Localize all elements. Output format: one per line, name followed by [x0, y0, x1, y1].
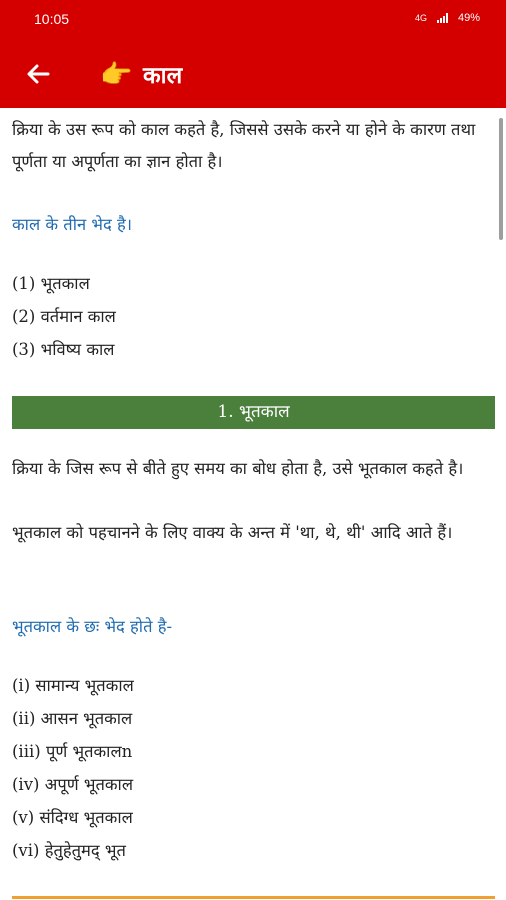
status-icons	[415, 12, 480, 24]
signal-icon	[437, 13, 448, 23]
intro-definition: क्रिया के उस रूप को काल कहते है, जिससे उसके करने या होने के कारण तथा पूर्णता या अपूर्णता का ज्ञान होता है।	[12, 120, 476, 171]
pointing-hand-icon: 👉	[100, 59, 133, 89]
subtypes-heading: भूतकाल के छः भेद होते है-	[12, 617, 173, 636]
scrollbar[interactable]	[499, 118, 503, 240]
section-header: 1. भूतकाल	[12, 396, 495, 429]
list-item: (iii) पूर्ण भूतकालn	[12, 742, 133, 761]
network-icon: 4G	[414, 13, 427, 23]
list-item: (iv) अपूर्ण भूतकाल	[12, 775, 134, 794]
battery-level: 49%	[457, 12, 480, 24]
list-item: (2) वर्तमान काल	[12, 307, 116, 326]
back-button[interactable]	[22, 58, 54, 90]
list-item: (v) संदिग्ध भूतकाल	[12, 808, 133, 827]
list-item: (1) भूतकाल	[12, 274, 90, 293]
list-item: (vi) हेतुहेतुमद् भूत	[12, 841, 126, 860]
list-item: (i) सामान्य भूतकाल	[12, 676, 134, 695]
list-item: (ii) आसन भूतकाल	[12, 709, 133, 728]
status-bar	[0, 0, 506, 40]
types-heading: काल के तीन भेद है।	[12, 215, 132, 234]
section-definition: क्रिया के जिस रूप से बीते हुए समय का बोध होता है, उसे भूतकाल कहते है।	[12, 459, 464, 478]
article-content[interactable]	[0, 108, 506, 900]
page-title: काल	[143, 63, 183, 89]
section-identification: भूतकाल को पहचानने के लिए वाक्य के अन्त में 'था, थे, थी' आदि आते हैं।	[12, 523, 453, 542]
list-item: (3) भविष्य काल	[12, 340, 115, 359]
app-bar	[0, 40, 506, 108]
next-section-edge	[12, 896, 495, 899]
arrow-left-icon	[22, 58, 54, 90]
status-time: 10:05	[34, 11, 70, 27]
